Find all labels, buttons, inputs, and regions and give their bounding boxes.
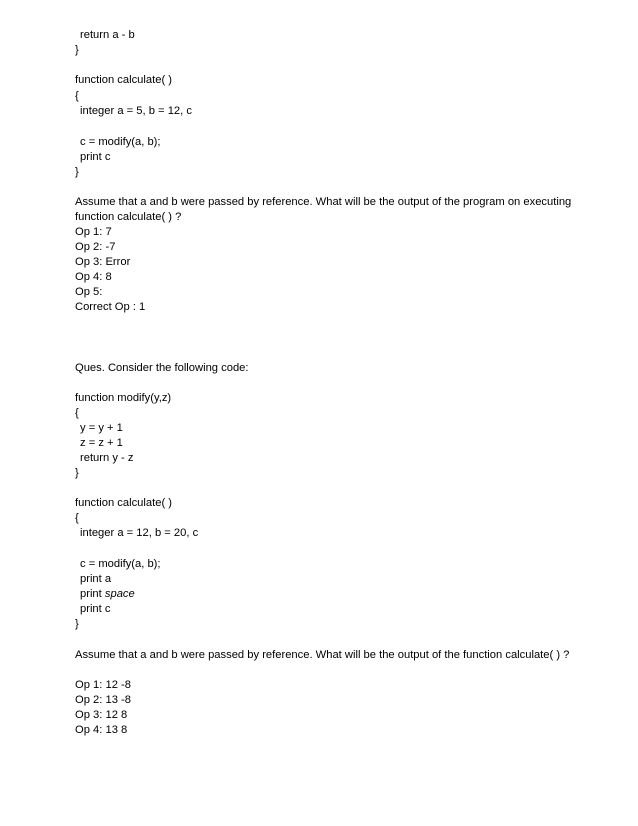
option-line: Op 2: -7 bbox=[75, 241, 116, 253]
code-line: return a - b bbox=[80, 29, 135, 41]
option-line: Op 1: 12 -8 bbox=[75, 679, 131, 691]
question-text: function calculate( ) ? bbox=[75, 211, 182, 223]
code-line: } bbox=[75, 618, 79, 630]
code-line: { bbox=[75, 407, 79, 419]
option-line: Op 4: 8 bbox=[75, 271, 112, 283]
code-line: integer a = 12, b = 20, c bbox=[80, 527, 199, 539]
code-line: function modify(y,z) bbox=[75, 392, 172, 404]
code-line: return y - z bbox=[80, 452, 134, 464]
code-line: integer a = 5, b = 12, c bbox=[80, 105, 192, 117]
code-line: } bbox=[75, 166, 79, 178]
code-line: c = modify(a, b); bbox=[80, 558, 161, 570]
option-line: Op 1: 7 bbox=[75, 226, 112, 238]
code-line-print-space bbox=[80, 587, 135, 602]
question-text: Assume that a and b were passed by reference. What will be the output of the program on executing bbox=[75, 196, 572, 208]
option-line: Op 4: 13 8 bbox=[75, 724, 128, 736]
correct-option: Correct Op : 1 bbox=[75, 301, 146, 313]
code-line: y = y + 1 bbox=[80, 422, 123, 434]
code-text: print bbox=[80, 588, 105, 600]
code-line: } bbox=[75, 467, 79, 479]
code-italic-word: space bbox=[104, 588, 135, 600]
code-line: print c bbox=[80, 151, 111, 163]
code-line: } bbox=[75, 44, 79, 56]
code-line: print c bbox=[80, 603, 111, 615]
code-line: print a bbox=[80, 573, 112, 585]
option-line: Op 3: 12 8 bbox=[75, 709, 128, 721]
code-line: function calculate( ) bbox=[75, 74, 173, 86]
question-intro: Ques. Consider the following code: bbox=[75, 362, 249, 374]
code-line: function calculate( ) bbox=[75, 497, 173, 509]
option-line: Op 3: Error bbox=[75, 256, 131, 268]
question-text: Assume that a and b were passed by reference. What will be the output of the function calculate( ) ? bbox=[75, 649, 570, 661]
code-line: { bbox=[75, 90, 79, 102]
code-line: c = modify(a, b); bbox=[80, 136, 161, 148]
option-line: Op 2: 13 -8 bbox=[75, 694, 131, 706]
code-line: { bbox=[75, 512, 79, 524]
option-line: Op 5: bbox=[75, 286, 103, 298]
code-line: z = z + 1 bbox=[80, 437, 123, 449]
